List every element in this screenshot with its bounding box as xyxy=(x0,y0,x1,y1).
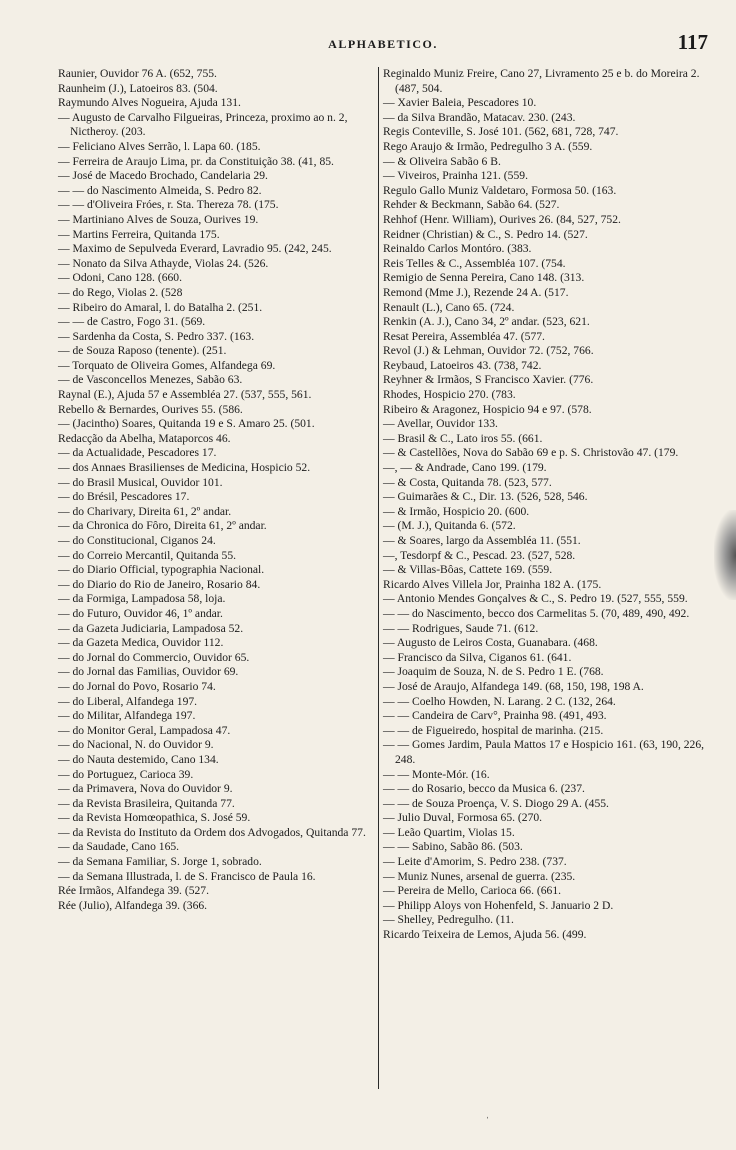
left-column xyxy=(58,67,376,913)
directory-entry: Rée Irmãos, Alfandega 39. (527. xyxy=(58,884,209,898)
directory-entry: — Nonato da Silva Athayde, Violas 24. (526. xyxy=(58,256,269,270)
directory-entry: — do Diario do Rio de Janeiro, Rosario 84. xyxy=(58,577,261,591)
directory-entry: — da Semana Familiar, S. Jorge 1, sobrado. xyxy=(58,855,262,869)
directory-entry: — Martins Ferreira, Quitanda 175. xyxy=(58,227,220,241)
directory-entry: Rée (Julio), Alfandega 39. (366. xyxy=(58,898,208,912)
directory-entry: — do Portuguez, Carioca 39. xyxy=(58,767,194,781)
directory-entry: — da Semana Illustrada, l. de S. Francisco de Paula 16. xyxy=(58,869,316,883)
directory-entry: — — Rodrigues, Saude 71. (612. xyxy=(383,621,539,635)
directory-entry: Ricardo Teixeira de Lemos, Ajuda 56. (499. xyxy=(383,928,587,942)
directory-entry: — Muniz Nunes, arsenal de guerra. (235. xyxy=(383,869,576,883)
directory-entry: Reis Telles & C., Assembléa 107. (754. xyxy=(383,256,566,270)
directory-entry: Raynal (E.), Ajuda 57 e Assembléa 27. (537, 555, 561. xyxy=(58,388,312,402)
directory-entry: — da Silva Brandão, Matacav. 230. (243. xyxy=(383,110,576,124)
directory-entry: Remigio de Senna Pereira, Cano 148. (313. xyxy=(383,271,585,285)
directory-entry: — Xavier Baleia, Pescadores 10. xyxy=(383,96,537,110)
directory-entry: — — do Nascimento Almeida, S. Pedro 82. xyxy=(58,183,262,197)
directory-entry: — — Sabino, Sabão 86. (503. xyxy=(383,840,523,854)
directory-entry: — — do Rosario, becco da Musica 6. (237. xyxy=(383,782,585,796)
directory-entry: — Julio Duval, Formosa 65. (270. xyxy=(383,811,543,825)
directory-entry: — do Rego, Violas 2. (528 xyxy=(58,285,183,299)
directory-entry: — do Jornal do Povo, Rosario 74. xyxy=(58,679,216,693)
directory-entry: — da Revista do Instituto da Ordem dos Advogados, Quitanda 77. xyxy=(58,825,366,839)
directory-entry: — Feliciano Alves Serrão, l. Lapa 60. (185. xyxy=(58,139,261,153)
directory-entry: — — Candeira de Carv°, Prainha 98. (491, 493. xyxy=(383,709,607,723)
directory-entry: Reybaud, Latoeiros 43. (738, 742. xyxy=(383,358,542,372)
directory-entry: — da Primavera, Nova do Ouvidor 9. xyxy=(58,782,233,796)
directory-entry: —, — & Andrade, Cano 199. (179. xyxy=(383,461,547,475)
directory-entry: — Francisco da Silva, Ciganos 61. (641. xyxy=(383,650,572,664)
directory-entry: — Odoni, Cano 128. (660. xyxy=(58,271,182,285)
directory-entry: — Pereira de Mello, Carioca 66. (661. xyxy=(383,884,562,898)
directory-entry: — & Costa, Quitanda 78. (523, 577. xyxy=(383,475,552,489)
directory-entry: — — de Figueiredo, hospital de marinha. (215. xyxy=(383,723,604,737)
directory-entry: — do Militar, Alfandega 197. xyxy=(58,709,196,723)
directory-entry: Ricardo Alves Villela Jor, Prainha 182 A. (175. xyxy=(383,577,602,591)
directory-entry: Rebello & Bernardes, Ourives 55. (586. xyxy=(58,402,243,416)
directory-entry: — — Coelho Howden, N. Larang. 2 C. (132, 264. xyxy=(383,694,616,708)
directory-entry: Rhodes, Hospicio 270. (783. xyxy=(383,388,516,402)
directory-entry: — & Villas-Bôas, Cattete 169. (559. xyxy=(383,563,553,577)
directory-entry: — Martiniano Alves de Souza, Ourives 19. xyxy=(58,212,259,226)
directory-entry: — (Jacintho) Soares, Quitanda 19 e S. Amaro 25. (501. xyxy=(58,417,315,431)
directory-entry: — & Oliveira Sabão 6 B. xyxy=(383,154,501,168)
directory-entry: Raunheim (J.), Latoeiros 83. (504. xyxy=(58,81,218,95)
directory-entry: — da Saudade, Cano 165. xyxy=(58,840,180,854)
directory-entry: —, Tesdorpf & C., Pescad. 23. (527, 528. xyxy=(383,548,576,562)
directory-entry: — Avellar, Ouvidor 133. xyxy=(383,417,498,431)
directory-entry: — — Gomes Jardim, Paula Mattos 17 e Hospicio 161. (63, 190, 226, 248. xyxy=(383,738,705,766)
directory-entry: Regulo Gallo Muniz Valdetaro, Formosa 50. (163. xyxy=(383,183,617,197)
directory-entry: — — do Nascimento, becco dos Carmelitas 5. (70, 489, 490, 492. xyxy=(383,606,690,620)
directory-entry: — do Nauta destemido, Cano 134. xyxy=(58,752,219,766)
directory-entry: — dos Annaes Brasilienses de Medicina, Hospicio 52. xyxy=(58,461,311,475)
directory-entry: — da Actualidade, Pescadores 17. xyxy=(58,446,217,460)
directory-entry: — — Monte-Mór. (16. xyxy=(383,767,490,781)
directory-entry: Reyhner & Irmãos, S Francisco Xavier. (776. xyxy=(383,373,594,387)
directory-entry: — da Revista Brasileira, Quitanda 77. xyxy=(58,796,235,810)
directory-entry: Rego Araujo & Irmão, Pedregulho 3 A. (559. xyxy=(383,139,593,153)
directory-entry: — do Charivary, Direita 61, 2º andar. xyxy=(58,504,232,518)
directory-entry: — da Gazeta Medica, Ouvidor 112. xyxy=(58,636,224,650)
directory-entry: Ribeiro & Aragonez, Hospicio 94 e 97. (578. xyxy=(383,402,592,416)
directory-entry: Revol (J.) & Lehman, Ouvidor 72. (752, 766. xyxy=(383,344,594,358)
directory-entry: — Ribeiro do Amaral, l. do Batalha 2. (251. xyxy=(58,300,263,314)
directory-entry: — Antonio Mendes Gonçalves & C., S. Pedro 19. (527, 555, 559. xyxy=(383,592,688,606)
directory-entry: — — de Castro, Fogo 31. (569. xyxy=(58,315,206,329)
page-number: 117 xyxy=(677,30,708,54)
directory-entry: — do Constitucional, Ciganos 24. xyxy=(58,534,216,547)
directory-entry: — Augusto de Carvalho Filgueiras, Princeza, proximo ao n. 2, Nictheroy. (203. xyxy=(58,110,348,139)
directory-entry: Redacção da Abelha, Mataporcos 46. xyxy=(58,431,231,445)
directory-entry: — Leão Quartim, Violas 15. xyxy=(383,825,515,839)
directory-entry: Rehhof (Henr. William), Ourives 26. (84, 527, 752. xyxy=(383,212,621,226)
directory-entry: — Maximo de Sepulveda Everard, Lavradio 95. (242, 245. xyxy=(58,242,332,256)
directory-entry: Raymundo Alves Nogueira, Ajuda 131. xyxy=(58,96,241,110)
directory-entry: — Viveiros, Prainha 121. (559. xyxy=(383,169,528,183)
directory-entry: Regis Conteville, S. José 101. (562, 681, 728, 747. xyxy=(383,125,619,139)
directory-entry: — da Chronica do Fôro, Direita 61, 2º andar. xyxy=(58,519,267,533)
directory-entry: — José de Macedo Brochado, Candelaria 29. xyxy=(58,169,268,183)
directory-entry: Reinaldo Carlos Montóro. (383. xyxy=(383,242,532,256)
footer-mark: ˌ xyxy=(486,1108,490,1119)
directory-entry: — de Vasconcellos Menezes, Sabão 63. xyxy=(58,373,243,387)
directory-entry: — da Revista Homœopathica, S. José 59. xyxy=(58,811,251,825)
directory-entry: Reidner (Christian) & C., S. Pedro 14. (527. xyxy=(383,227,588,241)
directory-entry: — Brasil & C., Lato iros 55. (661. xyxy=(383,431,543,445)
directory-entry: — & Soares, largo da Assembléa 11. (551. xyxy=(383,534,581,547)
directory-entry: — (M. J.), Quitanda 6. (572. xyxy=(383,519,516,533)
column-divider xyxy=(378,67,379,1089)
directory-entry: Resat Pereira, Assembléa 47. (577. xyxy=(383,329,545,343)
directory-entry: Reginaldo Muniz Freire, Cano 27, Livramento 25 e b. do Moreira 2. (487, 504. xyxy=(383,67,700,95)
directory-entry: — do Brasil Musical, Ouvidor 101. xyxy=(58,475,223,489)
directory-entry: — Shelley, Pedregulho. (11. xyxy=(383,913,514,927)
page-header xyxy=(58,30,708,58)
directory-entry: — Guimarães & C., Dir. 13. (526, 528, 546. xyxy=(383,490,588,504)
directory-entry: — Philipp Aloys von Hohenfeld, S. Januario 2 D. xyxy=(383,898,614,912)
directory-entry: — do Diario Official, typographia Nacional. xyxy=(58,563,265,577)
running-title: ALPHABETICO. xyxy=(328,37,438,51)
directory-entry: — Leite d'Amorim, S. Pedro 238. (737. xyxy=(383,855,567,869)
directory-entry: — do Monitor Geral, Lampadosa 47. xyxy=(58,723,231,737)
directory-entry: — — de Souza Proença, V. S. Diogo 29 A. (455. xyxy=(383,796,609,810)
right-column xyxy=(383,67,708,943)
directory-entry: — — d'Oliveira Fróes, r. Sta. Thereza 78. (175. xyxy=(58,198,279,212)
directory-entry: — José de Araujo, Alfandega 149. (68, 150, 198, 198 A. xyxy=(383,679,644,693)
directory-entry: Renault (L.), Cano 65. (724. xyxy=(383,300,515,314)
directory-entry: — do Brésil, Pescadores 17. xyxy=(58,490,190,504)
directory-entry: — Torquato de Oliveira Gomes, Alfandega 69. xyxy=(58,358,276,372)
directory-entry: — do Futuro, Ouvidor 46, 1º andar. xyxy=(58,606,223,620)
directory-entry: — do Jornal das Familias, Ouvidor 69. xyxy=(58,665,239,679)
directory-entry: — de Souza Raposo (tenente). (251. xyxy=(58,344,227,358)
directory-entry: Raunier, Ouvidor 76 A. (652, 755. xyxy=(58,67,217,80)
directory-entry: Remond (Mme J.), Rezende 24 A. (517. xyxy=(383,285,569,299)
directory-entry: — Ferreira de Araujo Lima, pr. da Constituição 38. (41, 85. xyxy=(58,154,334,168)
directory-entry: — Joaquim de Souza, N. de S. Pedro 1 E. (768. xyxy=(383,665,604,679)
directory-entry: — & Irmão, Hospicio 20. (600. xyxy=(383,504,530,518)
directory-entry: — do Jornal do Commercio, Ouvidor 65. xyxy=(58,650,250,664)
directory-entry: — & Castellões, Nova do Sabão 69 e p. S. Christovão 47. (179. xyxy=(383,446,679,460)
directory-entry: — Sardenha da Costa, S. Pedro 337. (163. xyxy=(58,329,255,343)
page-edge-shadow xyxy=(714,510,736,600)
directory-entry: — da Formiga, Lampadosa 58, loja. xyxy=(58,592,226,606)
directory-entry: — Augusto de Leiros Costa, Guanabara. (468. xyxy=(383,636,598,650)
directory-entry: Rehder & Beckmann, Sabão 64. (527. xyxy=(383,198,560,212)
directory-entry: — da Gazeta Judiciaria, Lampadosa 52. xyxy=(58,621,244,635)
directory-entry: — do Correio Mercantil, Quitanda 55. xyxy=(58,548,237,562)
directory-entry: — do Liberal, Alfandega 197. xyxy=(58,694,198,708)
directory-entry: Renkin (A. J.), Cano 34, 2º andar. (523, 621. xyxy=(383,315,590,329)
directory-entry: — do Nacional, N. do Ouvidor 9. xyxy=(58,738,214,752)
